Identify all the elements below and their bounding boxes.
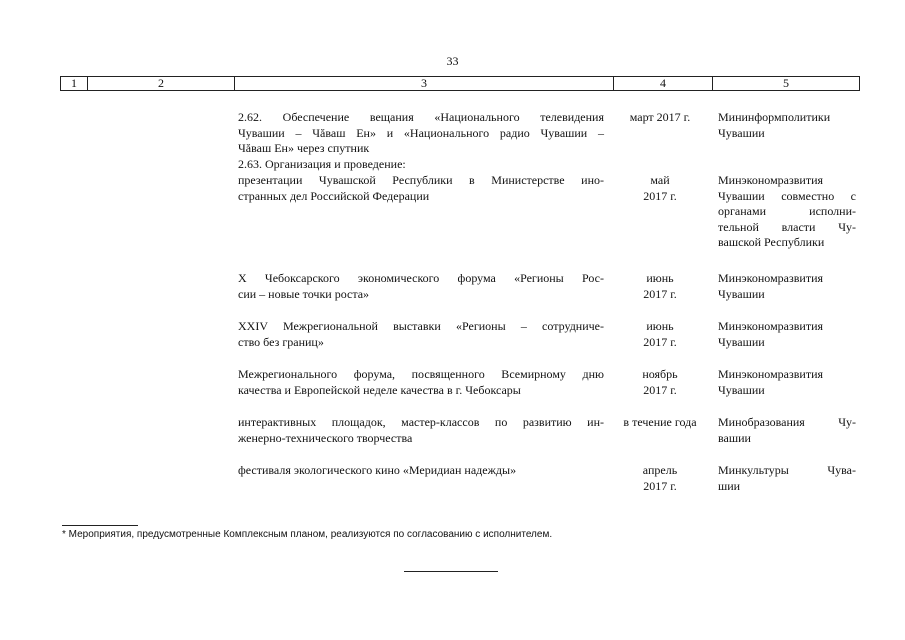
event-description xyxy=(238,319,604,350)
column-header-3: 3 xyxy=(235,77,614,91)
text-line: вашской Республики xyxy=(718,235,825,249)
text-line: XXIV Межрегиональной выставки «Регионы – сотрудниче- xyxy=(238,319,604,333)
event-responsible xyxy=(718,415,856,446)
text-line: тельной власти Чу- xyxy=(718,219,856,234)
text-line: Межрегионального форума, посвященного Всемирному дню xyxy=(238,367,604,381)
event-description xyxy=(238,463,604,479)
text-line: Чувашии xyxy=(718,125,765,140)
column-header-table xyxy=(60,76,860,91)
event-date xyxy=(613,110,707,126)
event-responsible xyxy=(718,319,856,350)
event-description xyxy=(238,173,604,204)
text-line: 2017 г. xyxy=(643,478,677,493)
text-line: Чувашии xyxy=(718,334,765,349)
text-line: Минкультуры Чува- xyxy=(718,463,856,477)
event-responsible xyxy=(718,173,856,251)
column-header-4: 4 xyxy=(614,77,713,91)
text-line: Минэкономразвития xyxy=(718,173,824,187)
text-line: в течение года xyxy=(623,415,697,429)
text-line: Минэкономразвития xyxy=(718,319,824,333)
text-line: странных дел Российской Федерации xyxy=(238,188,430,203)
text-line: презентации Чувашской Республики в Министерстве ино- xyxy=(238,173,604,187)
text-line: фестиваля экологического кино «Меридиан надежды» xyxy=(238,463,517,477)
event-date xyxy=(613,319,707,350)
event-description xyxy=(238,110,604,157)
text-line: ноябрь xyxy=(642,367,678,381)
text-line: Чувашии – Чăваш Ен» и «Национального радио Чувашии – xyxy=(238,125,604,140)
text-line: Мининформполитики xyxy=(718,110,831,124)
text-line: июнь xyxy=(646,271,674,285)
text-line: женерно-технического творчества xyxy=(238,430,413,445)
text-line: 2017 г. xyxy=(643,286,677,301)
text-line: 2017 г. xyxy=(643,334,677,349)
text-line: Чăваш Ен» через спутник xyxy=(238,141,370,155)
event-description xyxy=(238,367,604,398)
text-line: 2.63. Организация и проведение: xyxy=(238,157,406,171)
end-divider xyxy=(404,571,498,572)
text-line: апрель xyxy=(642,463,678,477)
event-date xyxy=(613,173,707,204)
text-line: март 2017 г. xyxy=(629,110,691,124)
event-responsible xyxy=(718,110,856,141)
column-header-2: 2 xyxy=(88,77,235,91)
text-line: Чувашии совместно с xyxy=(718,188,856,203)
event-responsible xyxy=(718,367,856,398)
text-line: X Чебоксарского экономического форума «Регионы Рос- xyxy=(238,271,604,285)
text-line: 2017 г. xyxy=(643,188,677,203)
text-line: Чувашии xyxy=(718,286,765,301)
footnote: * Мероприятия, предусмотренные Комплексным планом, реализуются по согласованию с исполнителем. xyxy=(62,529,553,540)
column-header-5: 5 xyxy=(713,77,860,91)
section-heading xyxy=(238,157,604,173)
event-date xyxy=(613,463,707,494)
text-line: 2.62. Обеспечение вещания «Национального телевидения xyxy=(238,110,604,124)
event-description xyxy=(238,415,604,446)
text-line: ство без границ» xyxy=(238,334,324,349)
text-line: Минобразования Чу- xyxy=(718,415,856,429)
text-line: 2017 г. xyxy=(643,382,677,397)
text-line: качества и Европейской неделе качества в г. Чебоксары xyxy=(238,382,521,397)
column-header-row xyxy=(61,77,860,91)
text-line: Минэкономразвития xyxy=(718,367,824,381)
text-line: Чувашии xyxy=(718,382,765,397)
text-line: сии – новые точки роста» xyxy=(238,286,370,301)
column-header-1: 1 xyxy=(61,77,88,91)
text-line: май xyxy=(650,173,670,187)
text-line: интерактивных площадок, мастер-классов по развитию ин- xyxy=(238,415,604,429)
event-responsible xyxy=(718,463,856,494)
text-line: июнь xyxy=(646,319,674,333)
event-date xyxy=(613,271,707,302)
text-line: Минэкономразвития xyxy=(718,271,824,285)
footnote-divider xyxy=(62,525,138,526)
event-date xyxy=(613,367,707,398)
event-responsible xyxy=(718,271,856,302)
event-date xyxy=(613,415,707,431)
text-line: шии xyxy=(718,478,741,493)
text-line: органами исполни- xyxy=(718,204,856,218)
text-line: вашии xyxy=(718,430,751,445)
page-number: 33 xyxy=(446,54,459,68)
event-description xyxy=(238,271,604,302)
